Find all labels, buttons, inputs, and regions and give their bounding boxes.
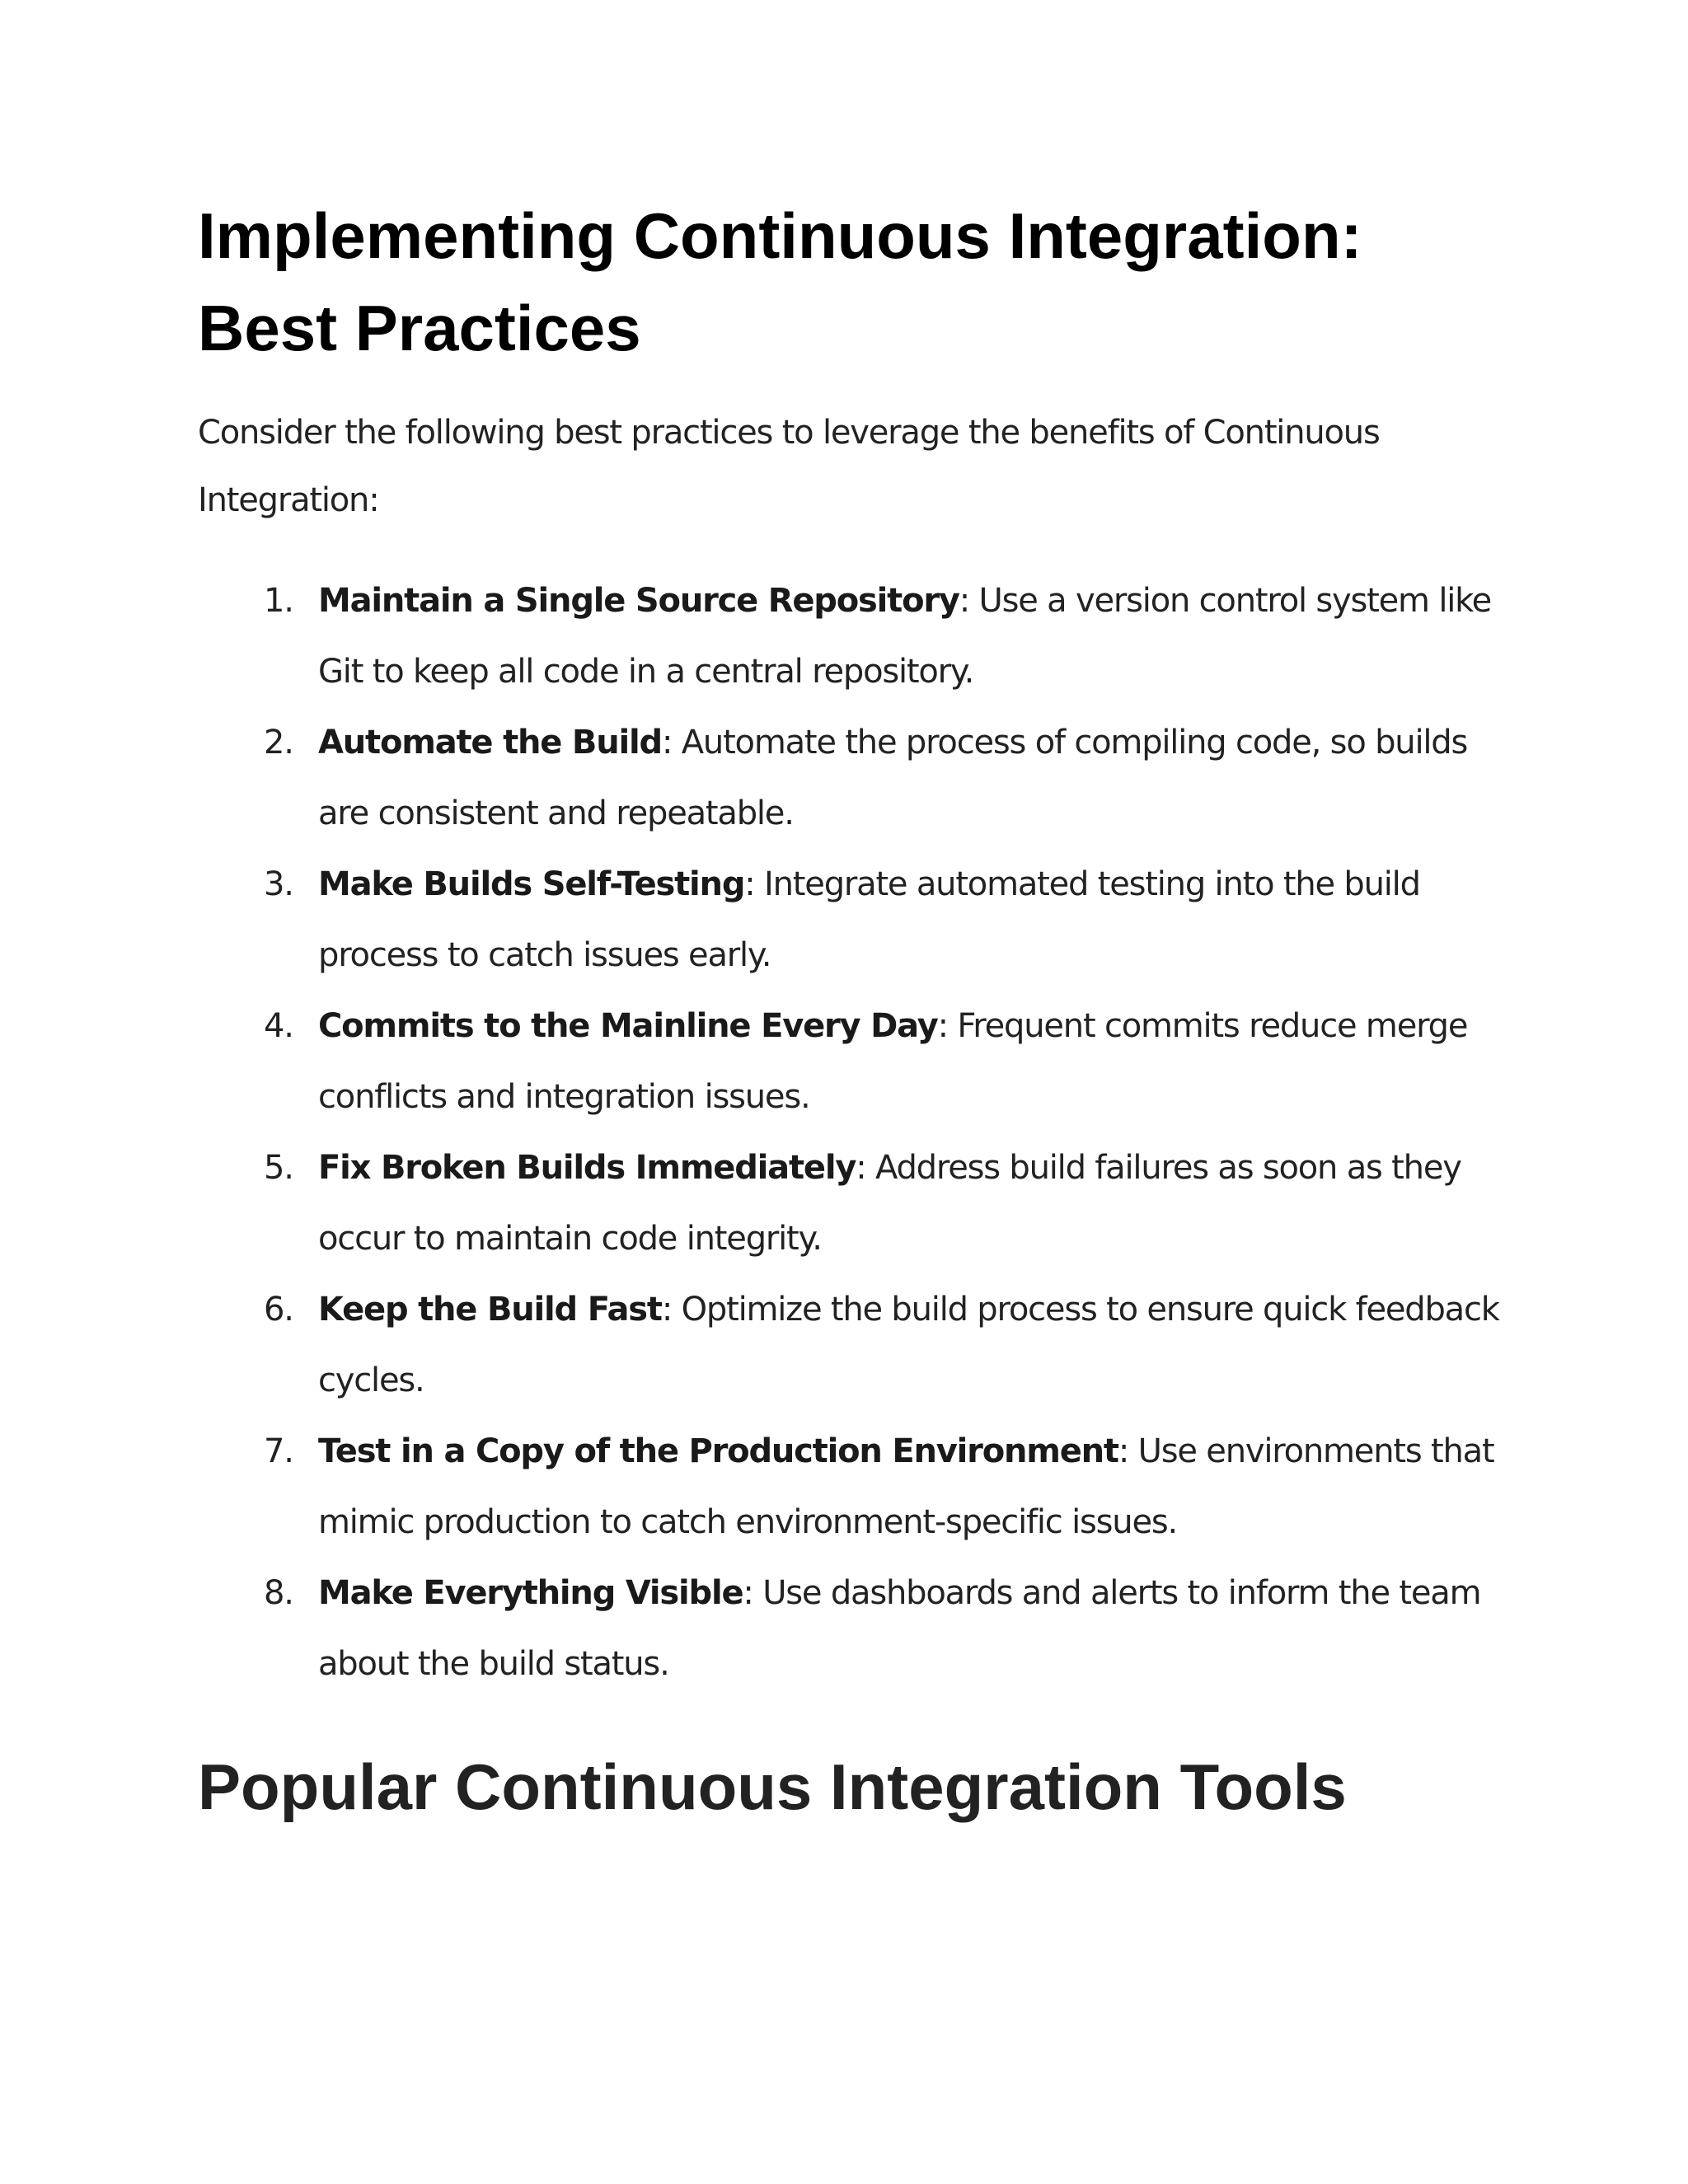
list-item-description: : Frequent commits reduce merge conflicts and integration issues. bbox=[318, 1007, 1468, 1116]
list-item-term: Test in a Copy of the Production Environment bbox=[318, 1432, 1118, 1470]
best-practices-list bbox=[198, 565, 1500, 1699]
list-item-number: 7. bbox=[264, 1432, 293, 1470]
list-item-term: Make Builds Self-Testing bbox=[318, 865, 745, 903]
list-item bbox=[198, 565, 1500, 707]
list-item-description: : Automate the process of compiling code, so builds are consistent and repeatable. bbox=[318, 724, 1468, 832]
list-item bbox=[198, 1416, 1500, 1558]
list-item-term: Fix Broken Builds Immediately bbox=[318, 1149, 856, 1187]
list-item-number: 2. bbox=[264, 724, 293, 762]
section-heading: Popular Continuous Integration Tools bbox=[198, 1750, 1347, 1823]
list-item-term: Maintain a Single Source Repository bbox=[318, 582, 959, 620]
list-item-description: : Optimize the build process to ensure quick feedback cycles. bbox=[318, 1291, 1499, 1399]
list-item-number: 3. bbox=[264, 865, 293, 903]
list-item-term: Commits to the Mainline Every Day bbox=[318, 1007, 938, 1045]
list-item-term: Make Everything Visible bbox=[318, 1574, 743, 1612]
list-item bbox=[198, 1274, 1500, 1416]
list-item bbox=[198, 849, 1500, 991]
list-item-description: : Address build failures as soon as they occur to maintain code integrity. bbox=[318, 1149, 1461, 1258]
list-item-description: : Use dashboards and alerts to inform the team about the build status. bbox=[318, 1574, 1481, 1683]
list-item-description: : Use environments that mimic production to catch environment-specific issues. bbox=[318, 1432, 1494, 1541]
list-item-number: 8. bbox=[264, 1574, 293, 1612]
list-item-description: : Use a version control system like Git to keep all code in a central repository. bbox=[318, 582, 1492, 691]
list-item-number: 6. bbox=[264, 1291, 293, 1329]
list-item bbox=[198, 707, 1500, 849]
page-title: Implementing Continuous Integration: Best Practices bbox=[198, 199, 1362, 364]
list-item bbox=[198, 1132, 1500, 1274]
list-item-number: 1. bbox=[264, 582, 293, 620]
list-item-term: Keep the Build Fast bbox=[318, 1291, 662, 1329]
list-item bbox=[198, 1558, 1500, 1699]
intro-paragraph: Consider the following best practices to leverage the benefits of Continuous Integration: bbox=[198, 414, 1380, 519]
list-item-description: : Integrate automated testing into the build process to catch issues early. bbox=[318, 865, 1420, 974]
list-item bbox=[198, 991, 1500, 1132]
list-item-term: Automate the Build bbox=[318, 724, 662, 762]
document-page bbox=[198, 190, 1500, 1833]
list-item-number: 4. bbox=[264, 1007, 293, 1045]
list-item-number: 5. bbox=[264, 1149, 293, 1187]
